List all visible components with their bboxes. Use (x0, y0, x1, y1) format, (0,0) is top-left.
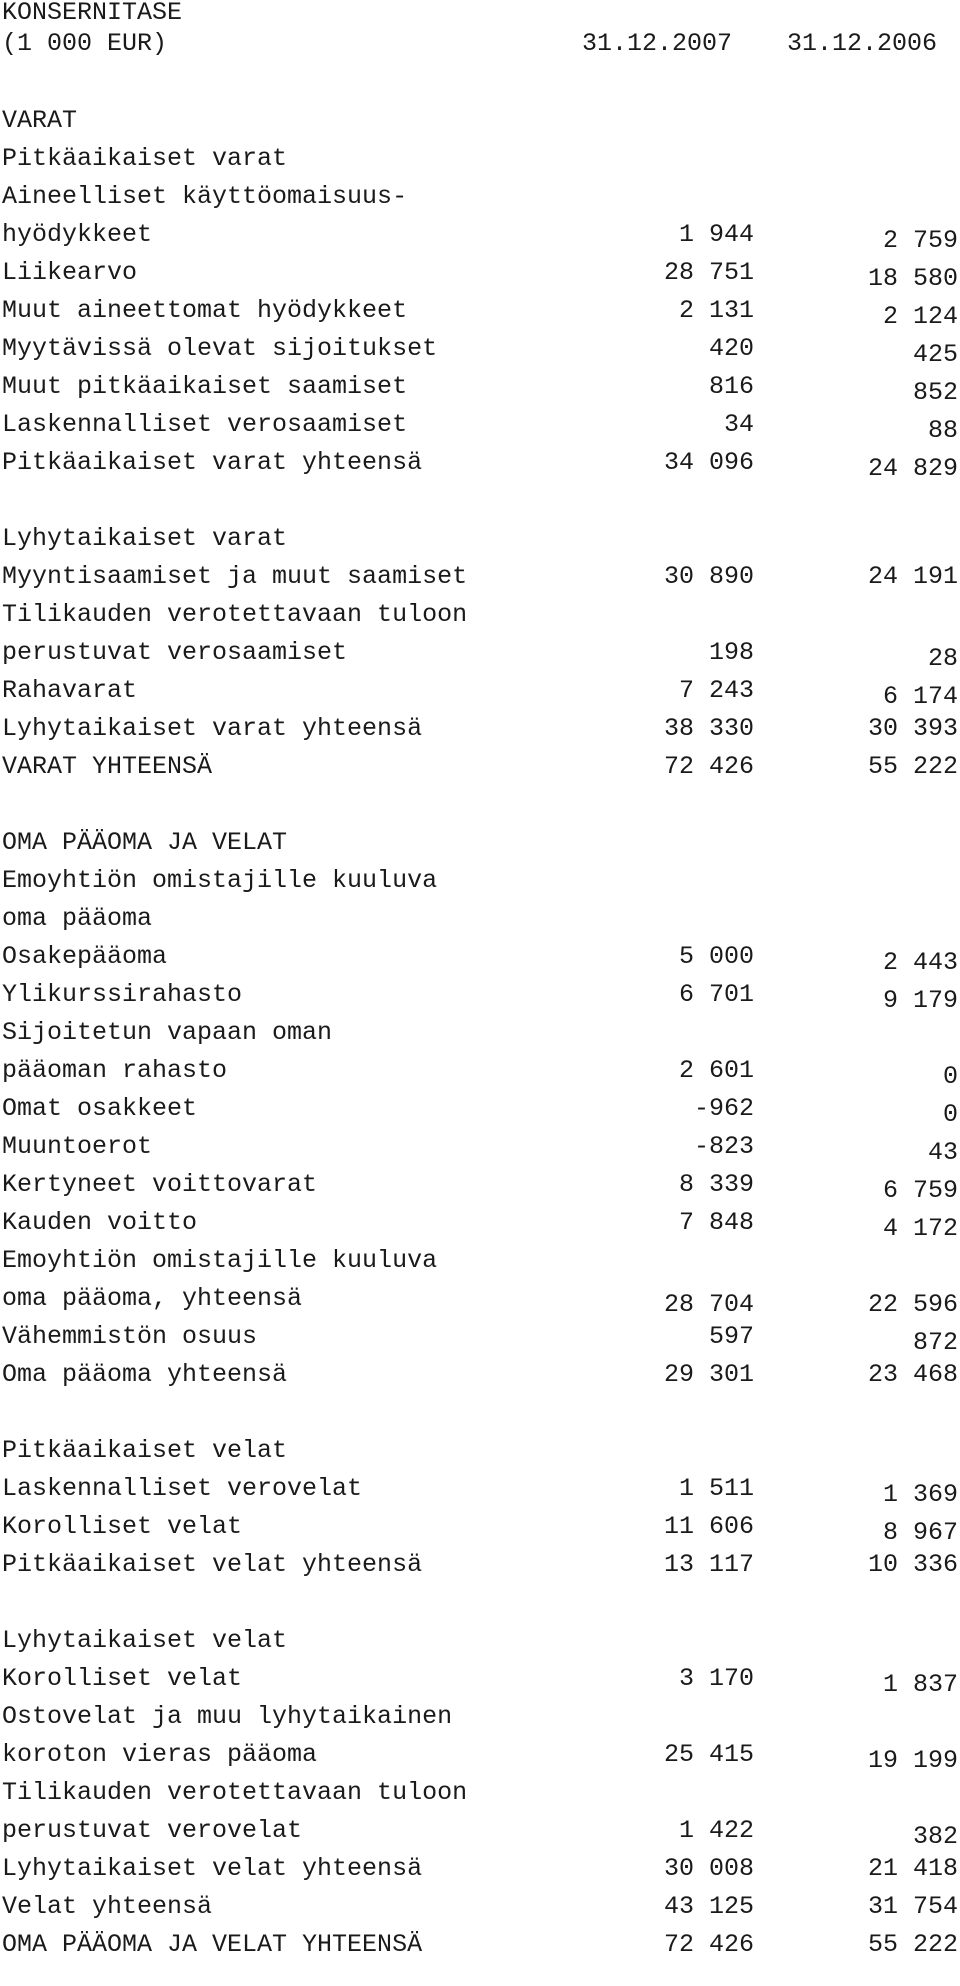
value-2007: 34 096 (663, 448, 754, 477)
row-label: Oma pääoma yhteensä (2, 1360, 288, 1389)
table-row (0, 1850, 960, 1888)
table-row (0, 292, 960, 330)
value-2006: 31 754 (867, 1892, 958, 1921)
table-row (0, 1470, 960, 1508)
value-2007: -962 (693, 1094, 754, 1123)
row-label: Ylikurssirahasto (2, 980, 243, 1009)
row-label: Omat osakkeet (2, 1094, 198, 1123)
value-2007: 43 125 (663, 1892, 754, 1921)
value-2007: 72 426 (663, 752, 754, 781)
value-2006: 6 174 (882, 682, 958, 711)
value-2006: 1 369 (882, 1480, 958, 1509)
table-row (0, 558, 960, 596)
value-2006: 30 393 (867, 714, 958, 743)
value-2007: 29 301 (663, 1360, 754, 1389)
table-row (0, 938, 960, 976)
column-header-2006: 31.12.2006 (787, 29, 938, 58)
value-2006: 21 418 (867, 1854, 958, 1883)
table-row (0, 1888, 960, 1926)
row-label: Lyhytaikaiset velat yhteensä (2, 1854, 423, 1883)
table-row (0, 900, 960, 938)
row-label: Laskennalliset verosaamiset (2, 410, 408, 439)
row-label: Aineelliset käyttöomaisuus- (2, 182, 408, 211)
row-label: pääoman rahasto (2, 1056, 228, 1085)
table-row (0, 1622, 960, 1660)
row-label: Laskennalliset verovelat (2, 1474, 363, 1503)
value-2006: 55 222 (867, 752, 958, 781)
table-row (0, 1014, 960, 1052)
row-label: hyödykkeet (2, 220, 153, 249)
value-2006: 6 759 (882, 1176, 958, 1205)
value-2007: 2 601 (678, 1056, 754, 1085)
table-row (0, 1318, 960, 1356)
row-label: Lyhytaikaiset velat (2, 1626, 288, 1655)
value-2006: 18 580 (867, 264, 958, 293)
row-label: Myyntisaamiset ja muut saamiset (2, 562, 468, 591)
table-row (0, 824, 960, 862)
table-row (0, 748, 960, 786)
table-row (0, 1432, 960, 1470)
value-2006: 382 (912, 1822, 958, 1851)
row-label: Tilikauden verotettavaan tuloon (2, 600, 468, 629)
row-label: Myytävissä olevat sijoitukset (2, 334, 438, 363)
value-2006: 852 (912, 378, 958, 407)
value-2006: 425 (912, 340, 958, 369)
row-label: oma pääoma (2, 904, 153, 933)
value-2007: 5 000 (678, 942, 754, 971)
row-label: Liikearvo (2, 258, 138, 287)
value-2007: 1 511 (678, 1474, 754, 1503)
table-row (0, 520, 960, 558)
table-row (0, 1926, 960, 1964)
row-label: Pitkäaikaiset varat (2, 144, 288, 173)
value-2006: 9 179 (882, 986, 958, 1015)
value-2007: 2 131 (678, 296, 754, 325)
value-2006: 19 199 (867, 1746, 958, 1775)
table-row (0, 1546, 960, 1584)
column-header-line (0, 25, 960, 63)
value-2007: 198 (708, 638, 754, 667)
table-row (0, 1698, 960, 1736)
value-2007: 7 243 (678, 676, 754, 705)
value-2006: 88 (927, 416, 958, 445)
value-2006: 872 (912, 1328, 958, 1357)
row-label: Tilikauden verotettavaan tuloon (2, 1778, 468, 1807)
value-2007: 13 117 (663, 1550, 754, 1579)
row-label: Pitkäaikaiset velat (2, 1436, 288, 1465)
row-label: Velat yhteensä (2, 1892, 213, 1921)
value-2007: 1 944 (678, 220, 754, 249)
row-label: oma pääoma, yhteensä (2, 1284, 303, 1313)
value-2006: 2 759 (882, 226, 958, 255)
value-2006: 22 596 (867, 1290, 958, 1319)
row-label: Korolliset velat (2, 1512, 243, 1541)
table-row (0, 1128, 960, 1166)
value-2007: 28 704 (663, 1290, 754, 1319)
value-2006: 0 (942, 1100, 958, 1129)
table-row (0, 1166, 960, 1204)
table-row (0, 672, 960, 710)
value-2007: 420 (708, 334, 754, 363)
value-2007: 3 170 (678, 1664, 754, 1693)
value-2007: 8 339 (678, 1170, 754, 1199)
table-row (0, 1204, 960, 1242)
value-2007: 7 848 (678, 1208, 754, 1237)
table-row (0, 406, 960, 444)
table-row (0, 1356, 960, 1394)
table-row (0, 1774, 960, 1812)
table-row (0, 1280, 960, 1318)
value-2007: 30 890 (663, 562, 754, 591)
row-label: koroton vieras pääoma (2, 1740, 318, 1769)
row-label: Pitkäaikaiset velat yhteensä (2, 1550, 423, 1579)
row-label: VARAT YHTEENSÄ (2, 752, 213, 781)
table-row (0, 634, 960, 672)
row-label: perustuvat verovelat (2, 1816, 303, 1845)
row-label: Emoyhtiön omistajille kuuluva (2, 866, 438, 895)
value-2006: 4 172 (882, 1214, 958, 1243)
value-2007: 28 751 (663, 258, 754, 287)
value-2007: 38 330 (663, 714, 754, 743)
table-row (0, 330, 960, 368)
value-2006: 24 829 (867, 454, 958, 483)
row-label: Vähemmistön osuus (2, 1322, 258, 1351)
value-2007: 1 422 (678, 1816, 754, 1845)
table-row (0, 1508, 960, 1546)
value-2007: 597 (708, 1322, 754, 1351)
row-label: Emoyhtiön omistajille kuuluva (2, 1246, 438, 1275)
row-label: OMA PÄÄOMA JA VELAT (2, 828, 288, 857)
value-2006: 24 191 (867, 562, 958, 591)
value-2006: 43 (927, 1138, 958, 1167)
row-label: Pitkäaikaiset varat yhteensä (2, 448, 423, 477)
row-label: perustuvat verosaamiset (2, 638, 348, 667)
value-2006: 55 222 (867, 1930, 958, 1959)
value-2006: 10 336 (867, 1550, 958, 1579)
value-2007: -823 (693, 1132, 754, 1161)
row-label: Lyhytaikaiset varat (2, 524, 288, 553)
row-label: Sijoitetun vapaan oman (2, 1018, 333, 1047)
table-row (0, 862, 960, 900)
row-label: Lyhytaikaiset varat yhteensä (2, 714, 423, 743)
row-label: Muuntoerot (2, 1132, 153, 1161)
row-label: OMA PÄÄOMA JA VELAT YHTEENSÄ (2, 1930, 423, 1959)
row-label: Korolliset velat (2, 1664, 243, 1693)
table-row (0, 444, 960, 482)
value-2007: 30 008 (663, 1854, 754, 1883)
table-row (0, 1242, 960, 1280)
table-row (0, 178, 960, 216)
table-row (0, 216, 960, 254)
value-2006: 23 468 (867, 1360, 958, 1389)
table-row (0, 140, 960, 178)
row-label: Muut aineettomat hyödykkeet (2, 296, 408, 325)
value-2007: 816 (708, 372, 754, 401)
value-2007: 34 (723, 410, 754, 439)
unit-label: (1 000 EUR) (2, 29, 168, 58)
value-2006: 8 967 (882, 1518, 958, 1547)
table-row (0, 596, 960, 634)
row-label: Muut pitkäaikaiset saamiset (2, 372, 408, 401)
table-row (0, 1052, 960, 1090)
row-label: VARAT (2, 106, 78, 135)
table-row (0, 710, 960, 748)
row-label: Ostovelat ja muu lyhytaikainen (2, 1702, 453, 1731)
row-label: Osakepääoma (2, 942, 168, 971)
table-row (0, 1736, 960, 1774)
value-2007: 72 426 (663, 1930, 754, 1959)
table-row (0, 368, 960, 406)
value-2007: 6 701 (678, 980, 754, 1009)
value-2006: 1 837 (882, 1670, 958, 1699)
value-2006: 2 124 (882, 302, 958, 331)
row-label: Kauden voitto (2, 1208, 198, 1237)
value-2007: 25 415 (663, 1740, 754, 1769)
row-label: Rahavarat (2, 676, 138, 705)
column-header-2007: 31.12.2007 (582, 29, 733, 58)
table-row (0, 254, 960, 292)
value-2006: 28 (927, 644, 958, 673)
value-2006: 2 443 (882, 948, 958, 977)
table-row (0, 1812, 960, 1850)
table-row (0, 976, 960, 1014)
document-title: KONSERNITASE (2, 0, 183, 27)
value-2007: 11 606 (663, 1512, 754, 1541)
value-2006: 0 (942, 1062, 958, 1091)
row-label: Kertyneet voittovarat (2, 1170, 318, 1199)
table-row (0, 1090, 960, 1128)
table-row (0, 102, 960, 140)
table-row (0, 1660, 960, 1698)
